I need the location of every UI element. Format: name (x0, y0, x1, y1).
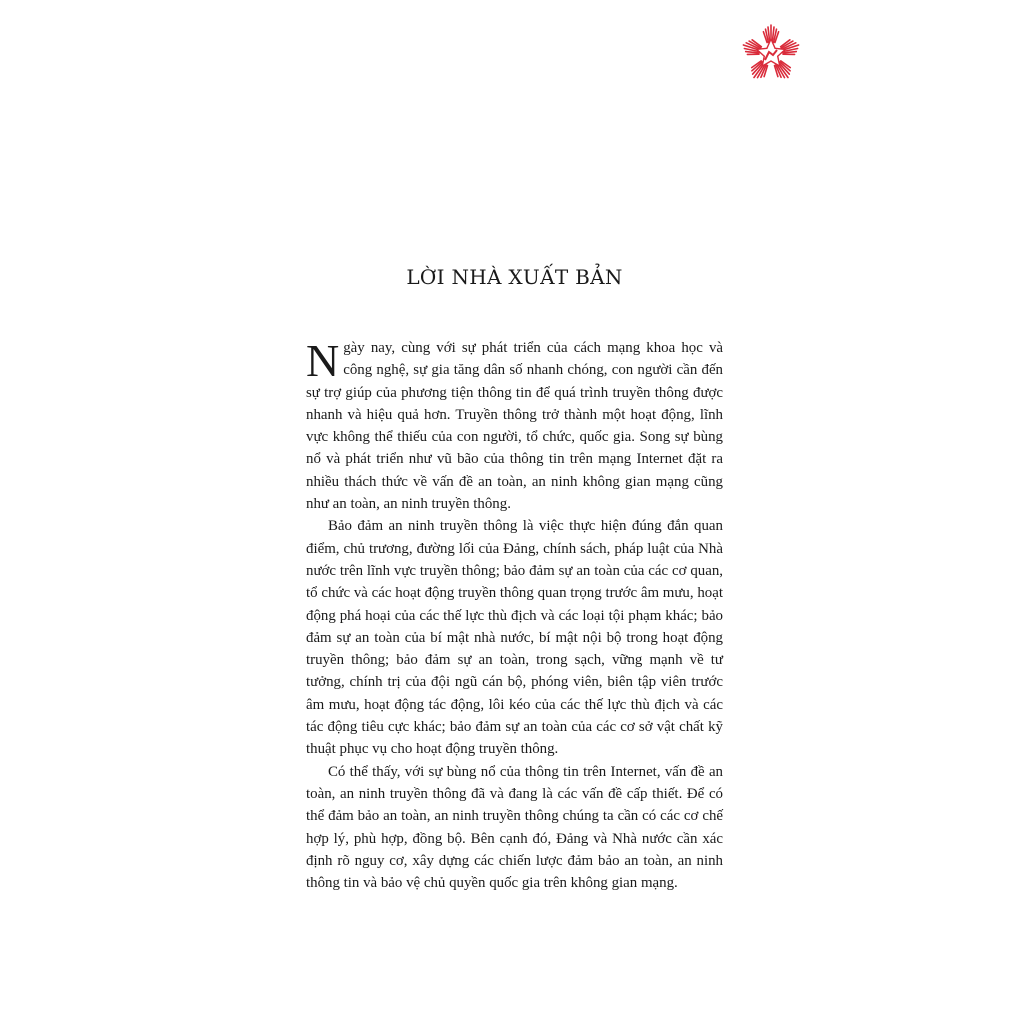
drop-cap: N (306, 335, 340, 386)
paragraph-1-text: gày nay, cùng với sự phát triển của cách mạng khoa học và công nghệ, sự gia tăng dân số nhanh chóng, con người cần đến sự trợ giúp của phương tiện thông tin để quá trình truyền thông được nhanh và hiệu quả hơn. Truyền thông trở thành một hoạt động, lĩnh vực không thể thiếu của con người, tổ chức, quốc gia. Song sự bùng nổ và phát triển như vũ bão của thông tin trên mạng Internet đặt ra nhiều thách thức về vấn đề an toàn, an ninh không gian mạng cũng như an toàn, an ninh truyền thông. (306, 340, 723, 513)
publisher-star-logo-icon (738, 24, 804, 84)
document-body (306, 337, 723, 894)
page-title: LỜI NHÀ XUẤT BẢN (406, 265, 623, 289)
paragraph-2: Bảo đảm an ninh truyền thông là việc thực hiện đúng đắn quan điểm, chủ trương, đường lối của Đảng, chính sách, pháp luật của Nhà nước trên lĩnh vực truyền thông; bảo đảm sự an toàn của các cơ quan, tổ chức và các hoạt động truyền thông quan trọng trước âm mưu, hoạt động phá hoại của các thế lực thù địch và các loại tội phạm khác; bảo đảm sự an toàn của bí mật nhà nước, bí mật nội bộ trong hoạt động truyền thông; bảo đảm sự an toàn, trong sạch, vững mạnh về tư tưởng, chính trị của đội ngũ cán bộ, phóng viên, biên tập viên trước âm mưu, hoạt động tác động, lôi kéo của các thế lực thù địch và các tác động tiêu cực khác; bảo đảm sự an toàn của các cơ sở vật chất kỹ thuật phục vụ cho hoạt động truyền thông. (306, 518, 723, 758)
paragraph-1 (306, 337, 723, 515)
paragraph-3: Có thể thấy, với sự bùng nổ của thông tin trên Internet, vấn đề an toàn, an ninh truyền thông đã và đang là các vấn đề cấp thiết. Để có thể đảm bảo an toàn, an ninh truyền thông chúng ta cần có các cơ chế hợp lý, phù hợp, đồng bộ. Bên cạnh đó, Đảng và Nhà nước cần xác định rõ nguy cơ, xây dựng các chiến lược đảm bảo an toàn, an ninh thông tin và bảo vệ chủ quyền quốc gia trên không gian mạng. (306, 763, 723, 892)
